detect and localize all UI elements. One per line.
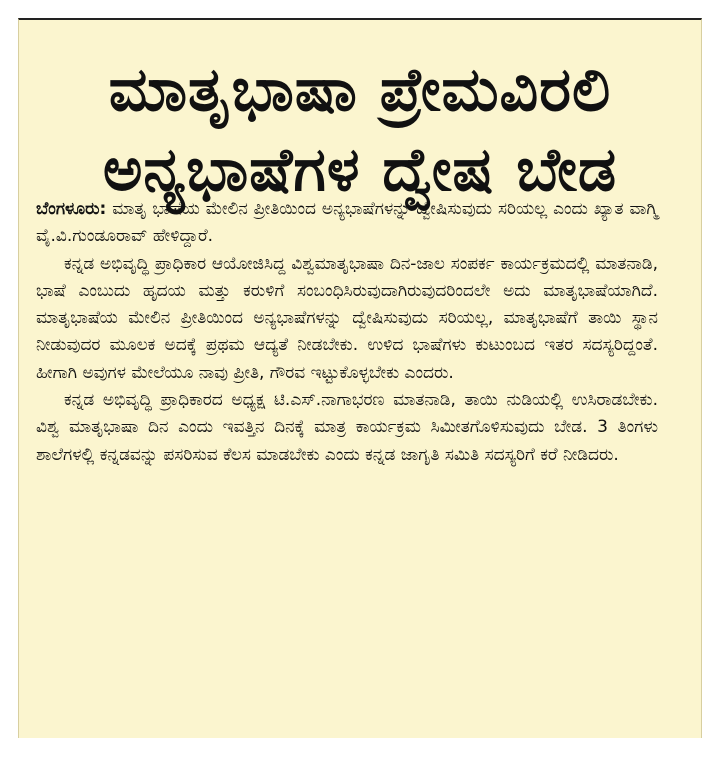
dateline: ಬೆಂಗಳೂರು:: [36, 199, 107, 219]
headline-line-1: ಮಾತೃಭಾಷಾ ಪ್ರೇಮವಿರಲಿ: [108, 55, 612, 125]
article-body: [36, 196, 658, 469]
article-paragraph-2: ಕನ್ನಡ ಅಭಿವೃದ್ಧಿ ಪ್ರಾಧಿಕಾರ ಆಯೋಜಿಸಿದ್ದ ವಿಶ್ವಮಾತೃಭಾಷಾ ದಿನ-ಜಾಲ ಸಂಪರ್ಕ ಕಾರ್ಯಕ್ರಮದಲ್ಲಿ ಮಾತನಾಡಿ, ಭಾಷೆ ಎಂಬುದು ಹೃದಯ ಮತ್ತು ಕರುಳಿಗೆ ಸಂಬಂಧಿಸಿರುವುದಾಗಿರುವುದರಿಂದಲೇ ಅದು ಮಾತೃಭಾಷೆಯಾಗಿದೆ. ಮಾತೃಭಾಷೆಯ ಮೇಲಿನ ಪ್ರೀತಿಯಿಂದ ಅನ್ಯಭಾಷೆಗಳನ್ನು ದ್ವೇಷಿಸುವುದು ಸರಿಯಲ್ಲ, ಮಾತೃಭಾಷೆಗೆ ತಾಯಿ ಸ್ಥಾನ ನೀಡುವುದರ ಮೂಲಕ ಅದಕ್ಕೆ ಪ್ರಥಮ ಆದ್ಯತೆ ನೀಡಬೇಕು. ಉಳಿದ ಭಾಷೆಗಳು ಕುಟುಂಬದ ಇತರ ಸದಸ್ಯರಿದ್ದಂತೆ. ಹೀಗಾಗಿ ಅವುಗಳ ಮೇಲೆಯೂ ನಾವು ಪ್ರೀತಿ, ಗೌರವ ಇಟ್ಟುಕೊಳ್ಳಬೇಕು ಎಂದರು.: [36, 253, 658, 383]
article-paragraph-1: [36, 196, 658, 251]
headline-line-2: ಅನ್ಯಭಾಷೆಗಳ ದ್ವೇಷ ಬೇಡ: [102, 135, 618, 205]
headline: [19, 20, 701, 210]
article-paragraph-3: ಕನ್ನಡ ಅಭಿವೃದ್ಧಿ ಪ್ರಾಧಿಕಾರದ ಅಧ್ಯಕ್ಷ ಟಿ.ಎಸ್.ನಾಗಾಭರಣ ಮಾತನಾಡಿ, ತಾಯಿ ನುಡಿಯಲ್ಲಿ ಉಸಿರಾಡಬೇಕು. ವಿಶ್ವ ಮಾತೃಭಾಷಾ ದಿನ ಎಂದು ಇವತ್ತಿನ ದಿನಕ್ಕೆ ಮಾತ್ರ ಕಾರ್ಯಕ್ರಮ ಸಿಮೀತಗೊಳಿಸುವುದು ಬೇಡ. 3 ತಿಂಗಳು ಶಾಲೆಗಳಲ್ಲಿ ಕನ್ನಡವನ್ನು ಪಸರಿಸುವ ಕೆಲಸ ಮಾಡಬೇಕು ಎಂದು ಕನ್ನಡ ಜಾಗೃತಿ ಸಮಿತಿ ಸದಸ್ಯರಿಗೆ ಕರೆ ನೀಡಿದರು.: [36, 390, 658, 465]
paragraph-1-text: ಮಾತೃ ಭಾಷೆಯ ಮೇಲಿನ ಪ್ರೀತಿಯಿಂದ ಅನ್ಯಭಾಷೆಗಳನ್ನು ದ್ವೇಷಿಸುವುದು ಸರಿಯಲ್ಲ ಎಂದು ಖ್ಯಾತ ವಾಗ್ಮಿ ವೈ.ವಿ.ಗುಂಡೂರಾವ್ ಹೇಳಿದ್ದಾರೆ.: [36, 199, 658, 247]
